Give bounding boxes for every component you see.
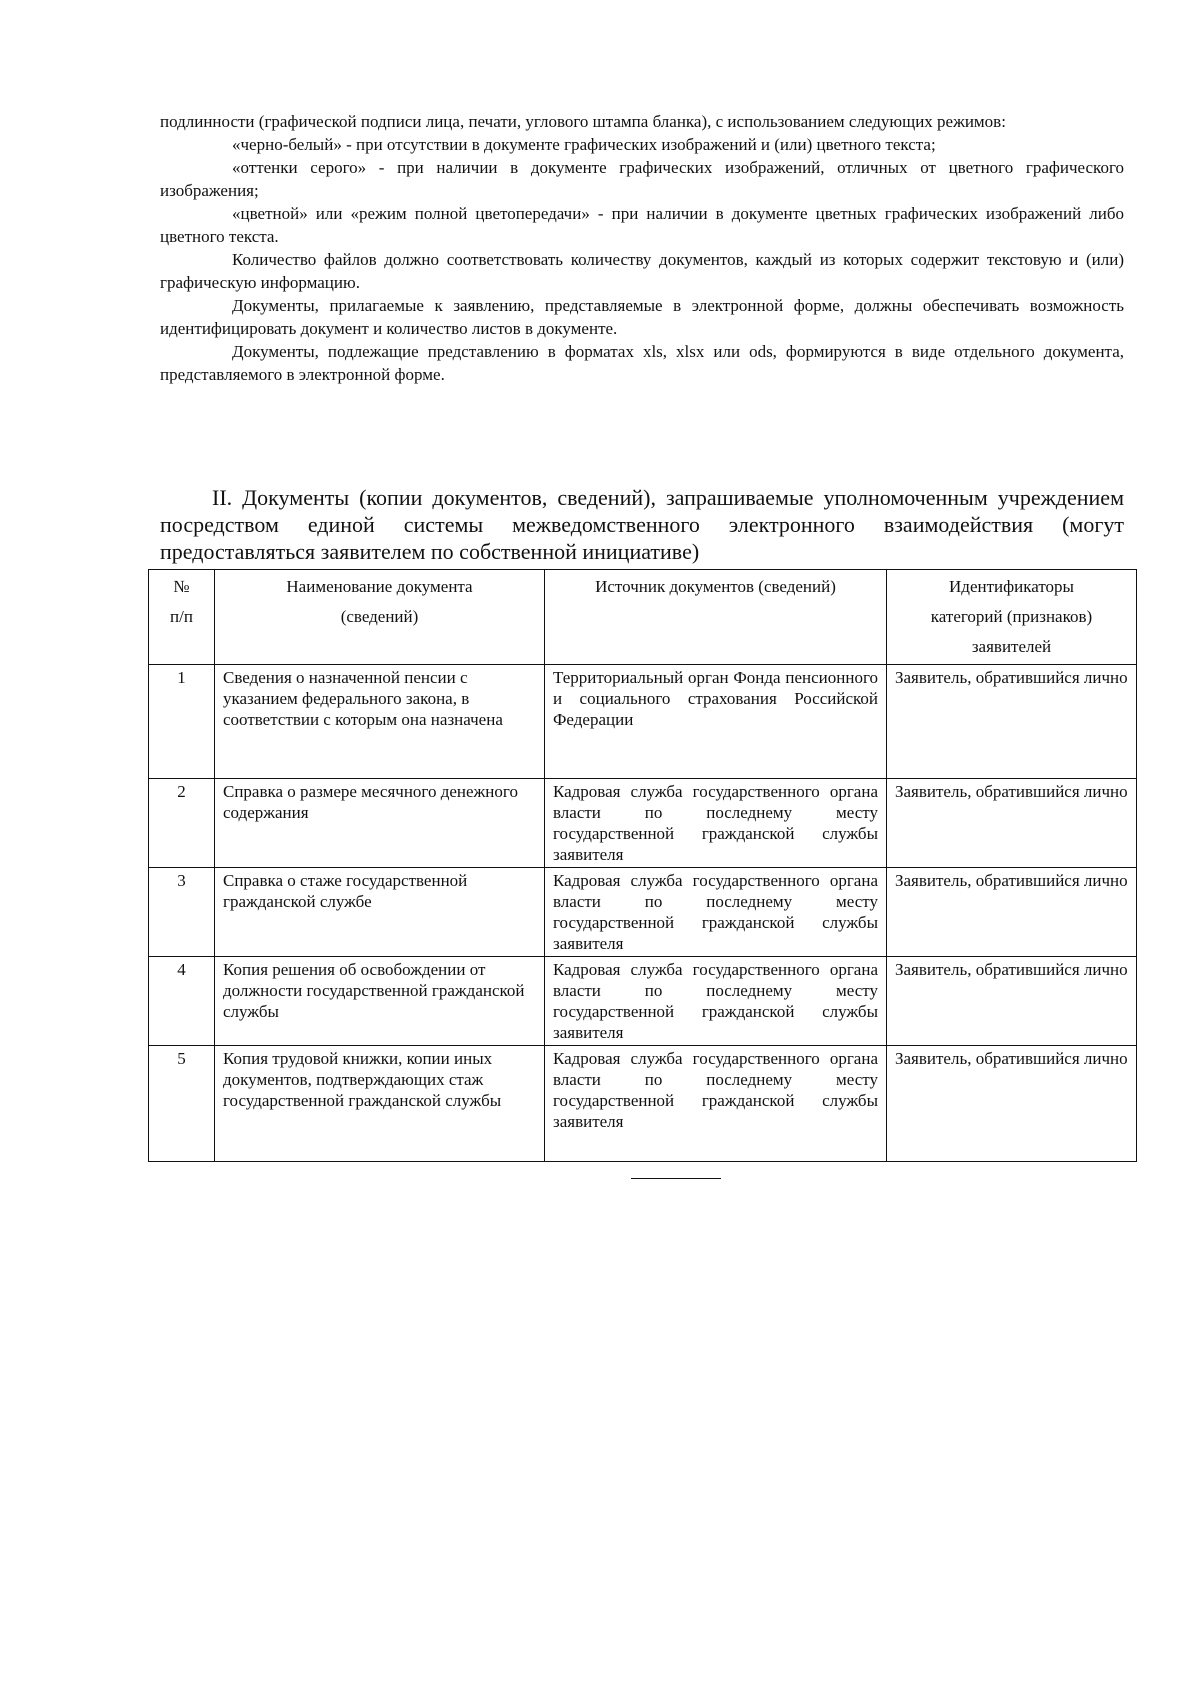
row-document-name: Копия решения об освобождении от должности государственной гражданской службы: [215, 957, 545, 1046]
intro-paragraph: «черно-белый» - при отсутствии в документе графических изображений и (или) цветного текста;: [232, 135, 936, 154]
row-identifier: Заявитель, обратившийся лично: [887, 1046, 1137, 1162]
row-number: 3: [149, 868, 215, 957]
header-source-line: Источник документов (сведений): [595, 577, 836, 596]
row-identifier: Заявитель, обратившийся лично: [887, 868, 1137, 957]
table-header-row: [149, 570, 1137, 665]
header-ident-line: заявителей: [971, 637, 1052, 656]
row-identifier: Заявитель, обратившийся лично: [887, 665, 1137, 779]
row-document-name: Справка о стаже государственной гражданской службе: [215, 868, 545, 957]
header-source: [545, 570, 887, 665]
header-name-line: (сведений): [340, 607, 419, 626]
header-identifiers: [887, 570, 1137, 665]
documents-table: [148, 569, 1137, 1162]
table-row: [149, 957, 1137, 1046]
row-identifier: Заявитель, обратившийся лично: [887, 779, 1137, 868]
header-number-line: п/п: [170, 607, 193, 626]
row-number: 2: [149, 779, 215, 868]
row-source: Кадровая служба государственного органа власти по последнему месту государственной гражданской службы заявителя: [545, 957, 887, 1046]
row-number: 5: [149, 1046, 215, 1162]
header-name-line: Наименование документа: [286, 577, 473, 596]
header-number-line: №: [173, 577, 190, 596]
row-number: 4: [149, 957, 215, 1046]
row-source: Кадровая служба государственного органа власти по последнему месту государственной гражданской службы заявителя: [545, 1046, 887, 1162]
header-ident-line: Идентификаторы: [949, 577, 1074, 596]
header-number: [149, 570, 215, 665]
row-document-name: Сведения о назначенной пенсии с указанием федерального закона, в соответствии с которым она назначена: [215, 665, 545, 779]
end-divider-line: [631, 1178, 721, 1179]
row-document-name: Справка о размере месячного денежного содержания: [215, 779, 545, 868]
row-number: 1: [149, 665, 215, 779]
row-identifier: Заявитель, обратившийся лично: [887, 957, 1137, 1046]
table-row: [149, 1046, 1137, 1162]
intro-paragraph: Документы, прилагаемые к заявлению, представляемые в электронной форме, должны обеспечивать возможность идентифицировать документ и количество листов в документе.: [160, 296, 1124, 338]
intro-paragraph: «оттенки серого» - при наличии в документе графических изображений, отличных от цветного графического изображения;: [160, 158, 1124, 200]
table-row: [149, 868, 1137, 957]
row-source: Кадровая служба государственного органа власти по последнему месту государственной гражданской службы заявителя: [545, 779, 887, 868]
section-title: II. Документы (копии документов, сведений), запрашиваемые уполномоченным учреждением посредством единой системы межведомственного электронного взаимодействия (могут предоставляться заявителем по собственной инициативе): [160, 485, 1124, 564]
header-ident-line: категорий (признаков): [930, 607, 1093, 626]
table-row: [149, 779, 1137, 868]
intro-text-block: [160, 110, 1124, 386]
row-document-name: Копия трудовой книжки, копии иных документов, подтверждающих стаж государственной гражданской службы: [215, 1046, 545, 1162]
header-document-name: [215, 570, 545, 665]
intro-paragraph: Документы, подлежащие представлению в форматах xls, xlsx или ods, формируются в виде отдельного документа, представляемого в электронной форме.: [160, 342, 1124, 384]
row-source: Кадровая служба государственного органа власти по последнему месту государственной гражданской службы заявителя: [545, 868, 887, 957]
table-row: [149, 665, 1137, 779]
row-source: Территориальный орган Фонда пенсионного и социального страхования Российской Федерации: [545, 665, 887, 779]
intro-paragraph: «цветной» или «режим полной цветопередачи» - при наличии в документе цветных графических изображений либо цветного текста.: [160, 204, 1124, 246]
intro-paragraph: подлинности (графической подписи лица, печати, углового штампа бланка), с использованием следующих режимов:: [160, 112, 1006, 131]
intro-paragraph: Количество файлов должно соответствовать количеству документов, каждый из которых содержит текстовую и (или) графическую информацию.: [160, 250, 1124, 292]
